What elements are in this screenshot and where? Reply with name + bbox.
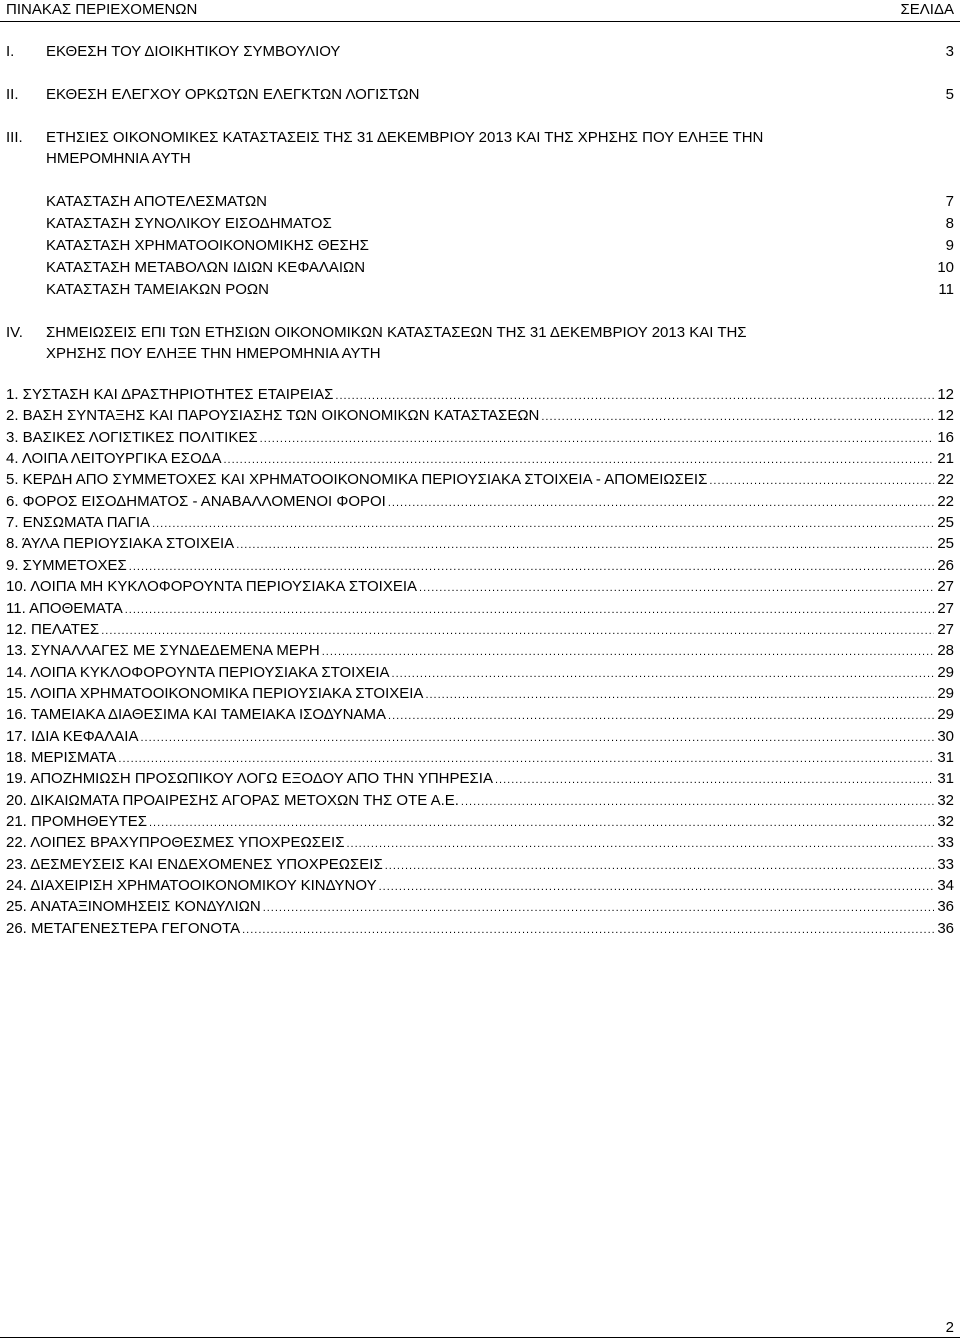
statement-page-number: 8 [945, 215, 954, 232]
toc-entry-label: 19. ΑΠΟΖΗΜΙΩΣΗ ΠΡΟΣΩΠΙΚΟΥ ΛΟΓΩ ΕΞΟΔΟΥ ΑΠΟ ΤΗΝ ΥΠΗΡΕΣΙΑ [6, 770, 493, 787]
toc-entry-page: 29 [937, 685, 954, 702]
toc-entry[interactable] [6, 576, 954, 597]
toc-entry[interactable] [6, 555, 954, 576]
toc-entry-label: 12. ΠΕΛΑΤΕΣ [6, 621, 100, 638]
toc-entry-page: 30 [937, 728, 954, 745]
toc-title: ΠΙΝΑΚΑΣ ΠΕΡΙΕΧΟΜΕΝΩΝ [6, 1, 198, 18]
toc-entry[interactable] [6, 405, 954, 426]
toc-entry-page: 25 [937, 514, 954, 531]
header-rule [0, 21, 960, 22]
toc-entry-label: 1. ΣΥΣΤΑΣΗ ΚΑΙ ΔΡΑΣΤΗΡΙΟΤΗΤΕΣ ΕΤΑΙΡΕΙΑΣ [6, 386, 334, 403]
toc-entry-page: 12 [937, 407, 954, 424]
toc-entry[interactable] [6, 747, 954, 768]
toc-entry-page: 21 [937, 450, 954, 467]
dot-leader [335, 386, 934, 407]
toc-entry[interactable] [6, 768, 954, 789]
toc-entry-label: 10. ΛΟΙΠΑ ΜΗ ΚΥΚΛΟΦΟΡΟΥΝΤΑ ΠΕΡΙΟΥΣΙΑΚΑ ΣΤΟΙΧΕΙΑ [6, 578, 418, 595]
toc-entry-page: 32 [937, 813, 954, 830]
toc-entry[interactable] [6, 790, 954, 811]
toc-entry-label: 24. ΔΙΑΧΕΙΡΙΣΗ ΧΡΗΜΑΤΟΟΙΚΟΝΟΜΙΚΟΥ ΚΙΝΔΥΝΟΥ [6, 877, 377, 894]
statement-page-number: 7 [945, 193, 954, 210]
toc-entry-page: 33 [937, 834, 954, 851]
dot-leader [223, 450, 934, 471]
dot-leader [260, 429, 935, 450]
toc-entry-label: 23. ΔΕΣΜΕΥΣΕΙΣ ΚΑΙ ΕΝΔΕΧΟΜΕΝΕΣ ΥΠΟΧΡΕΩΣΕΙΣ [6, 856, 383, 873]
toc-entry[interactable] [6, 662, 954, 683]
dot-leader [392, 664, 935, 685]
statement-link[interactable]: ΚΑΤΑΣΤΑΣΗ ΣΥΝΟΛΙΚΟΥ ΕΙΣΟΔΗΜΑΤΟΣ [46, 215, 332, 232]
toc-entry[interactable] [6, 704, 954, 725]
dot-leader [461, 792, 934, 813]
toc-entry[interactable] [6, 683, 954, 704]
section-title-link[interactable]: ΕΚΘΕΣΗ ΕΛΕΓΧΟΥ ΟΡΚΩΤΩΝ ΕΛΕΓΚΤΩΝ ΛΟΓΙΣΤΩΝ [46, 86, 420, 103]
toc-entry-label: 9. ΣΥΜΜΕΤΟΧΕΣ [6, 557, 127, 574]
dot-leader [149, 813, 934, 834]
toc-entry-label: 15. ΛΟΙΠΑ ΧΡΗΜΑΤΟΟΙΚΟΝΟΜΙΚΑ ΠΕΡΙΟΥΣΙΑΚΑ ΣΤΟΙΧΕΙΑ [6, 685, 424, 702]
toc-entry[interactable] [6, 384, 954, 405]
statement-link[interactable]: ΚΑΤΑΣΤΑΣΗ ΑΠΟΤΕΛΕΣΜΑΤΩΝ [46, 193, 268, 210]
dot-leader [495, 770, 934, 791]
toc-entry-label: 16. ΤΑΜΕΙΑΚΑ ΔΙΑΘΕΣΙΜΑ ΚΑΙ ΤΑΜΕΙΑΚΑ ΙΣΟΔΥΝΑΜΑ [6, 706, 387, 723]
toc-entry[interactable] [6, 918, 954, 939]
toc-entry[interactable] [6, 469, 954, 490]
toc-entry-label: 18. ΜΕΡΙΣΜΑΤΑ [6, 749, 117, 766]
section-number: II. [6, 86, 19, 103]
toc-entry-label: 22. ΛΟΙΠΕΣ ΒΡΑΧΥΠΡΟΘΕΣΜΕΣ ΥΠΟΧΡΕΩΣΕΙΣ [6, 834, 345, 851]
dot-leader [388, 493, 934, 514]
dot-leader [263, 898, 935, 919]
dot-leader [236, 535, 934, 556]
dot-leader [101, 621, 934, 642]
section-number: I. [6, 43, 15, 60]
section-title-continuation[interactable]: ΗΜΕΡΟΜΗΝΙΑ ΑΥΤΗ [46, 150, 191, 167]
dot-leader [140, 728, 934, 749]
toc-entry[interactable] [6, 896, 954, 917]
section-title-continuation[interactable]: ΧΡΗΣΗΣ ΠΟΥ ΕΛΗΞΕ ΤΗΝ ΗΜΕΡΟΜΗΝΙΑ ΑΥΤΗ [46, 345, 381, 362]
toc-entry-label: 3. ΒΑΣΙΚΕΣ ΛΟΓΙΣΤΙΚΕΣ ΠΟΛΙΤΙΚΕΣ [6, 429, 258, 446]
toc-entry[interactable] [6, 832, 954, 853]
toc-entry-page: 25 [937, 535, 954, 552]
dot-leader [425, 685, 934, 706]
statement-page-number: 10 [937, 259, 954, 276]
dot-leader [125, 600, 935, 621]
toc-entry[interactable] [6, 512, 954, 533]
toc-entry[interactable] [6, 448, 954, 469]
page-number: 2 [945, 1319, 954, 1336]
dot-leader [118, 749, 934, 770]
toc-entry-page: 32 [937, 792, 954, 809]
statement-link[interactable]: ΚΑΤΑΣΤΑΣΗ ΤΑΜΕΙΑΚΩΝ ΡΟΩΝ [46, 281, 269, 298]
dot-leader [152, 514, 934, 535]
toc-entry-label: 5. ΚΕΡΔΗ ΑΠΟ ΣΥΜΜΕΤΟΧΕΣ ΚΑΙ ΧΡΗΜΑΤΟΟΙΚΟΝΟΜΙΚΑ ΠΕΡΙΟΥΣΙΑΚΑ ΣΤΟΙΧΕΙΑ - ΑΠΟΜΕΙΩΣΕΙΣ [6, 471, 708, 488]
toc-entry-page: 22 [937, 493, 954, 510]
section-number: IV. [6, 324, 23, 341]
toc-entry[interactable] [6, 427, 954, 448]
toc-entry-page: 12 [937, 386, 954, 403]
toc-entry-page: 27 [937, 578, 954, 595]
toc-entry-label: 21. ΠΡΟΜΗΘΕΥΤΕΣ [6, 813, 147, 830]
dot-leader [242, 920, 934, 941]
toc-entry-page: 27 [937, 621, 954, 638]
toc-entry-label: 7. ΕΝΣΩΜΑΤΑ ΠΑΓΙΑ [6, 514, 151, 531]
dot-leader [541, 407, 934, 428]
toc-entry-page: 31 [937, 749, 954, 766]
toc-entry-label: 11. ΑΠΟΘΕΜΑΤΑ [6, 600, 123, 617]
toc-entry[interactable] [6, 811, 954, 832]
section-title-link[interactable]: ΣΗΜΕΙΩΣΕΙΣ ΕΠΙ ΤΩΝ ΕΤΗΣΙΩΝ ΟΙΚΟΝΟΜΙΚΩΝ ΚΑΤΑΣΤΑΣΕΩΝ ΤΗΣ 31 ΔΕΚΕΜΒΡΙΟΥ 2013 ΚΑΙ ΤΗΣ [46, 324, 747, 341]
toc-entry-label: 25. ΑΝΑΤΑΞΙΝΟΜΗΣΕΙΣ ΚΟΝΔΥΛΙΩΝ [6, 898, 261, 915]
toc-entry-page: 29 [937, 706, 954, 723]
toc-entry[interactable] [6, 491, 954, 512]
toc-entry[interactable] [6, 726, 954, 747]
section-page-number: 5 [945, 86, 954, 103]
toc-entry[interactable] [6, 854, 954, 875]
dot-leader [322, 642, 935, 663]
statement-link[interactable]: ΚΑΤΑΣΤΑΣΗ ΜΕΤΑΒΟΛΩΝ ΙΔΙΩΝ ΚΕΦΑΛΑΙΩΝ [46, 259, 366, 276]
toc-entry-page: 27 [937, 600, 954, 617]
toc-entry-label: 17. ΙΔΙΑ ΚΕΦΑΛΑΙΑ [6, 728, 139, 745]
toc-entry-page: 22 [937, 471, 954, 488]
section-number: III. [6, 129, 23, 146]
toc-entry-label: 14. ΛΟΙΠΑ ΚΥΚΛΟΦΟΡΟΥΝΤΑ ΠΕΡΙΟΥΣΙΑΚΑ ΣΤΟΙΧΕΙΑ [6, 664, 390, 681]
toc-entry-page: 33 [937, 856, 954, 873]
toc-entry-label: 26. ΜΕΤΑΓΕΝΕΣΤΕΡΑ ΓΕΓΟΝΟΤΑ [6, 920, 241, 937]
section-title-link[interactable]: ΕΚΘΕΣΗ ΤΟΥ ΔΙΟΙΚΗΤΙΚΟΥ ΣΥΜΒΟΥΛΙΟΥ [46, 43, 341, 60]
dot-leader [379, 877, 935, 898]
toc-entry-label: 4. ΛΟΙΠΑ ΛΕΙΤΟΥΡΓΙΚΑ ΕΣΟΔΑ [6, 450, 222, 467]
dot-leader [388, 706, 934, 727]
toc-entry-page: 31 [937, 770, 954, 787]
dot-leader [419, 578, 934, 599]
toc-entry[interactable] [6, 598, 954, 619]
statement-page-number: 9 [945, 237, 954, 254]
dot-leader [129, 557, 935, 578]
toc-entry-page: 36 [937, 898, 954, 915]
toc-entry[interactable] [6, 619, 954, 640]
toc-entry-page: 16 [937, 429, 954, 446]
toc-entry-page: 34 [937, 877, 954, 894]
toc-entry-label: 6. ΦΟΡΟΣ ΕΙΣΟΔΗΜΑΤΟΣ - ΑΝΑΒΑΛΛΟΜΕΝΟΙ ΦΟΡΟΙ [6, 493, 386, 510]
toc-entry-page: 29 [937, 664, 954, 681]
toc-entry-label: 20. ΔΙΚΑΙΩΜΑΤΑ ΠΡΟΑΙΡΕΣΗΣ ΑΓΟΡΑΣ ΜΕΤΟΧΩΝ ΤΗΣ ΟΤΕ Α.Ε. [6, 792, 459, 809]
toc-entry[interactable] [6, 533, 954, 554]
toc-entry-page: 36 [937, 920, 954, 937]
statement-page-number: 11 [938, 281, 954, 298]
toc-entry-label: 2. ΒΑΣΗ ΣΥΝΤΑΞΗΣ ΚΑΙ ΠΑΡΟΥΣΙΑΣΗΣ ΤΩΝ ΟΙΚΟΝΟΜΙΚΩΝ ΚΑΤΑΣΤΑΣΕΩΝ [6, 407, 540, 424]
section-title-link[interactable]: ΕΤΗΣΙΕΣ ΟΙΚΟΝΟΜΙΚΕΣ ΚΑΤΑΣΤΑΣΕΙΣ ΤΗΣ 31 ΔΕΚΕΜΒΡΙΟΥ 2013 ΚΑΙ ΤΗΣ ΧΡΗΣΗΣ ΠΟΥ ΕΛΗΞΕ ΤΗΝ [46, 129, 764, 146]
dot-leader [385, 856, 935, 877]
page-column-heading: ΣΕΛΙΔΑ [900, 1, 954, 18]
toc-entry-label: 8. ΆΥΛΑ ΠΕΡΙΟΥΣΙΑΚΑ ΣΤΟΙΧΕΙΑ [6, 535, 235, 552]
statement-link[interactable]: ΚΑΤΑΣΤΑΣΗ ΧΡΗΜΑΤΟΟΙΚΟΝΟΜΙΚΗΣ ΘΕΣΗΣ [46, 237, 369, 254]
section-page-number: 3 [945, 43, 954, 60]
toc-entry[interactable] [6, 875, 954, 896]
toc-entry-page: 28 [937, 642, 954, 659]
toc-entry-page: 26 [937, 557, 954, 574]
dot-leader [709, 471, 934, 492]
toc-entry[interactable] [6, 640, 954, 661]
toc-entry-label: 13. ΣΥΝΑΛΛΑΓΕΣ ΜΕ ΣΥΝΔΕΔΕΜΕΝΑ ΜΕΡΗ [6, 642, 320, 659]
dot-leader [347, 834, 935, 855]
